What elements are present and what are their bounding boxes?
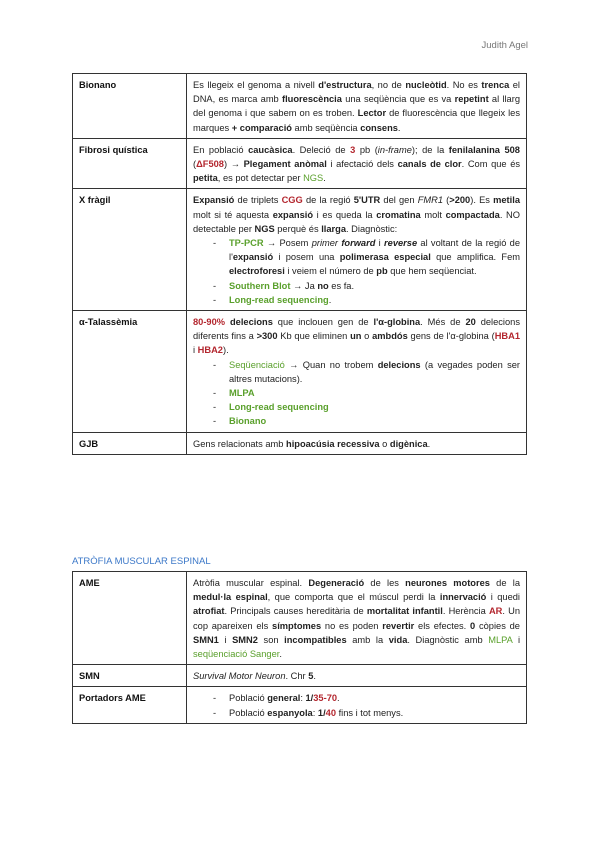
genetic-diagnosis-table [72, 73, 527, 455]
row-description: Atròfia muscular espinal. Degeneració de les neurones motores de la medul·la espinal, que comporta que el múscul perdi la innervació i quedi atrofiat. Principals causes hereditària de mortalitat infantil. Herència AR. Un cop apareixen els símptomes no es poden revertir els efectes. 0 còpies de SMN1 i SMN2 son incompatibles amb la vida. Diagnòstic amb MLPA i seqüenciació Sanger. [187, 572, 527, 665]
row-description: Es llegeix el genoma a nivell d'estructura, no de nucleòtid. No es trenca el DNA, es marca amb fluorescència una seqüència que es va repetint al llarg del genoma i que sabem on es troben. Lector de fluorescència que llegeix les marques + comparació amb seqüència consens. [187, 74, 527, 139]
table-row-portadors [73, 687, 527, 723]
table-row-ame [73, 572, 527, 665]
list-item: - Població general: 1/35-70. [229, 691, 520, 705]
list-item: - Southern Blot → Ja no es fa. [229, 279, 520, 293]
section-heading: ATRÒFIA MUSCULAR ESPINAL [72, 556, 211, 567]
list-item: - Bionano [229, 414, 520, 428]
table-row-smn [73, 665, 527, 687]
list-item: - Població espanyola: 1/40 fins i tot menys. [229, 706, 520, 720]
table-row-fibrosi [73, 138, 527, 189]
row-description: Gens relacionats amb hipoacúsia recessiva o digènica. [187, 432, 527, 454]
table-row-xfragil [73, 189, 527, 311]
diagnosis-list [193, 358, 520, 429]
row-label: X fràgil [73, 189, 187, 311]
table-row-bionano [73, 74, 527, 139]
list-item: - Long-read sequencing [229, 400, 520, 414]
row-label: GJB [73, 432, 187, 454]
list-item: - Seqüenciació → Quan no trobem delecions (a vegades poden ser altres mutacions). [229, 358, 520, 386]
row-label: Fibrosi quística [73, 138, 187, 189]
row-description: Survival Motor Neuron. Chr 5. [187, 665, 527, 687]
row-label: α-Talassèmia [73, 311, 187, 433]
table-row-alfa-talassemia [73, 311, 527, 433]
row-label: Portadors AME [73, 687, 187, 723]
diagnosis-list [193, 236, 520, 307]
ame-table [72, 571, 527, 724]
author-name: Judith Agel [481, 40, 528, 51]
row-label: Bionano [73, 74, 187, 139]
row-description: Expansió de triplets CGG de la regió 5'UTR del gen FMR1 (>200). Es metila molt si té aquesta expansió i es queda la cromatina molt compactada. NO detectable per NGS perquè és llarga. Diagnòstic: - TP-PCR → Posem primer forward i reverse al voltant de la regió de l'expansió i posem una polimerasa especial que amplifica. Fem electroforesi i veiem el número de pb que hem seqüenciat. - Southern Blot → Ja no es fa. - Long-read sequencing. [187, 189, 527, 311]
row-description: En població caucàsica. Deleció de 3 pb (in-frame); de la fenilalanina 508 (ΔF508) → Plegament anòmal i afectació dels canals de clor. Com que és petita, es pot detectar per NGS. [187, 138, 527, 189]
list-item: - MLPA [229, 386, 520, 400]
row-description: 80-90% delecions que inclouen gen de l'α-globina. Més de 20 delecions diferents fins a >300 Kb que eliminen un o ambdós gens de l'α-globina (HBA1 i HBA2). - Seqüenciació → Quan no trobem delecions (a vegades poden ser altres mutacions). - MLPA - Long-read sequencing - Bionano [187, 311, 527, 433]
row-description [187, 687, 527, 723]
list-item: - TP-PCR → Posem primer forward i reverse al voltant de la regió de l'expansió i posem una polimerasa especial que amplifica. Fem electroforesi i veiem el número de pb que hem seqüenciat. [229, 236, 520, 279]
row-label: AME [73, 572, 187, 665]
table-row-gjb [73, 432, 527, 454]
carrier-list [193, 691, 520, 719]
row-label: SMN [73, 665, 187, 687]
list-item: - Long-read sequencing. [229, 293, 520, 307]
